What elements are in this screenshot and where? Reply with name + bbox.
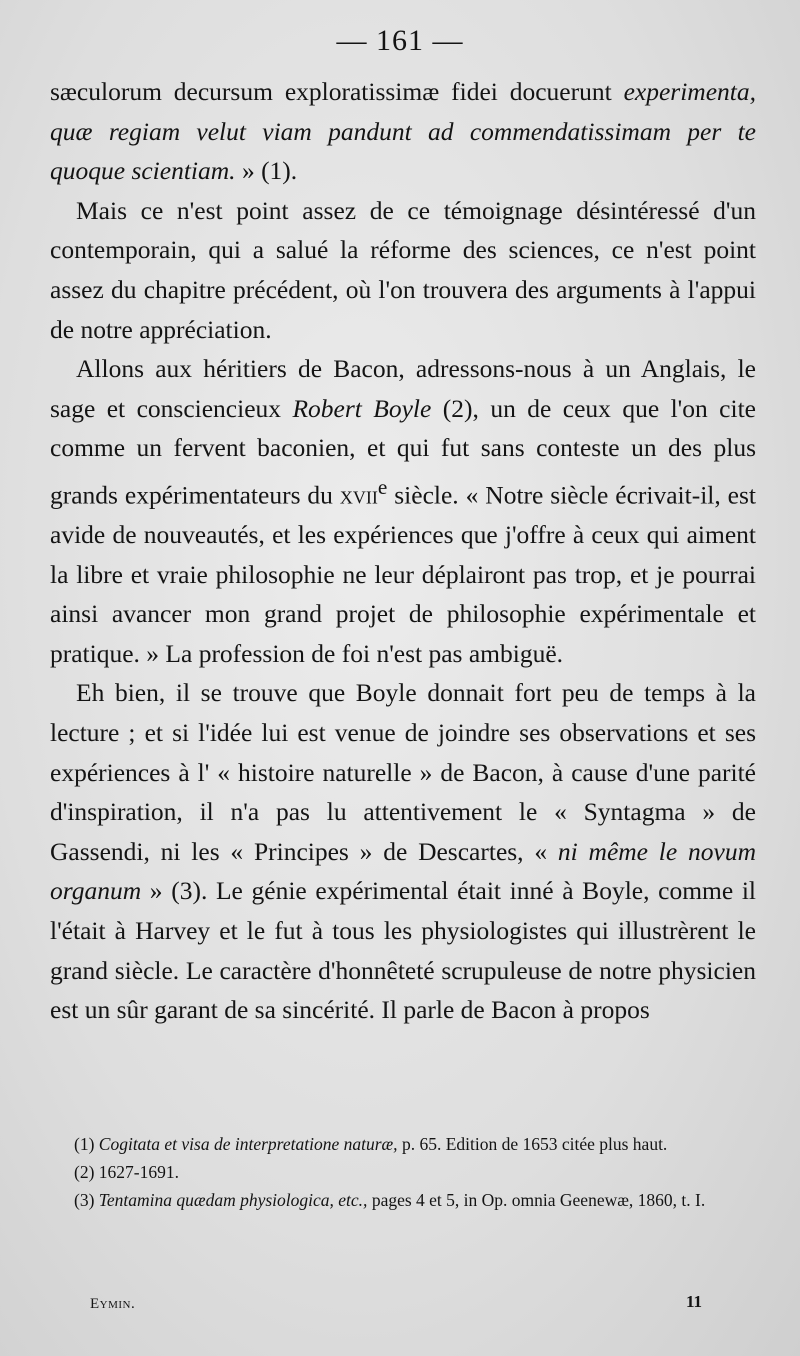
paragraph-1-text: sæculorum decursum exploratissimæ fidei docuerunt: [50, 77, 624, 106]
footnote-text: 1627-1691.: [98, 1162, 179, 1182]
latin-quote: experimenta, quæ regiam velut viam pandunt ad commendatissimam per te quoque scientiam.: [50, 77, 756, 186]
paragraph-3-part-a: Allons aux héritiers de Bacon, adressons-nous à un Anglais, le sage et consciencieux: [50, 354, 756, 423]
footnote-3: [50, 1188, 762, 1212]
century-numeral: xvii: [339, 480, 378, 510]
footnote-text: pages 4 et 5, in Op. omnia Geenewæ, 1860, t. I.: [367, 1190, 706, 1210]
printer-signature: Eymin.: [90, 1296, 136, 1312]
footnote-marker: (2): [74, 1162, 99, 1182]
footnote-text: p. 65. Edition de 1653 citée plus haut.: [397, 1134, 668, 1154]
century-superscript: e: [377, 474, 388, 499]
footnote-marker: (1): [74, 1134, 99, 1154]
paragraph-3: [50, 349, 756, 673]
main-text: [50, 72, 756, 1030]
footnotes: [50, 1132, 762, 1216]
boyle-name: Robert Boyle: [292, 393, 432, 423]
paragraph-1-continued: [50, 72, 756, 191]
footnote-title: Cogitata et visa de interpretatione naturæ,: [98, 1134, 398, 1154]
paragraph-3-part-c: siècle. « Notre siècle écrivait-il, est avide de nouveautés, et les expériences que j'offre à ceux qui aiment la libre et vraie philosophie ne leur déplairont pas trop, et je pourrai ainsi avancer mon grand projet de philosophie expérimentale et pratique. » La profession de foi n'est pas ambiguë.: [50, 480, 756, 668]
paragraph-4: [50, 673, 756, 1029]
footnote-title: Tentamina quædam physiologica, etc.,: [98, 1190, 368, 1210]
page-number: — 161 —: [336, 24, 464, 57]
paragraph-4-part-a: Eh bien, il se trouve que Boyle donnait fort peu de temps à la lecture ; et si l'idée lui est venue de joindre ses observations et ses expériences à l' « histoire naturelle » de Bacon, à cause d'une parité d'inspiration, il n'a pas lu attentivement le « Syntagma » de Gassendi, ni les « Principes » de Descartes, «: [50, 678, 756, 866]
novum-organum-quote: ni même le novum organum: [50, 836, 756, 906]
paragraph-4-part-b: » (3). Le génie expérimental était inné à Boyle, comme il l'était à Harvey et le fut à tous les physiologistes qui illustrèrent le grand siècle. Le caractère d'honnêteté scrupuleuse de notre physicien est un sûr garant de sa sincérité. Il parle de Bacon à propos: [50, 876, 756, 1025]
footnote-1: [50, 1132, 762, 1156]
paragraph-3-part-b: (2), un de ceux que l'on cite comme un fervent baconien, et qui fut sans conteste un des plus grands expérimentateurs du: [50, 393, 756, 510]
footnote-2: [50, 1160, 762, 1184]
sheet-number: 11: [685, 1292, 702, 1311]
paragraph-2: Mais ce n'est point assez de ce témoignage désintéressé d'un contemporain, qui a salué la réforme des sciences, ce n'est point assez du chapitre précédent, où l'on trouvera des arguments à l'appui de notre appréciation.: [50, 195, 756, 344]
footnote-marker: (3): [74, 1190, 99, 1210]
paragraph-1-tail: » (1).: [235, 156, 298, 186]
